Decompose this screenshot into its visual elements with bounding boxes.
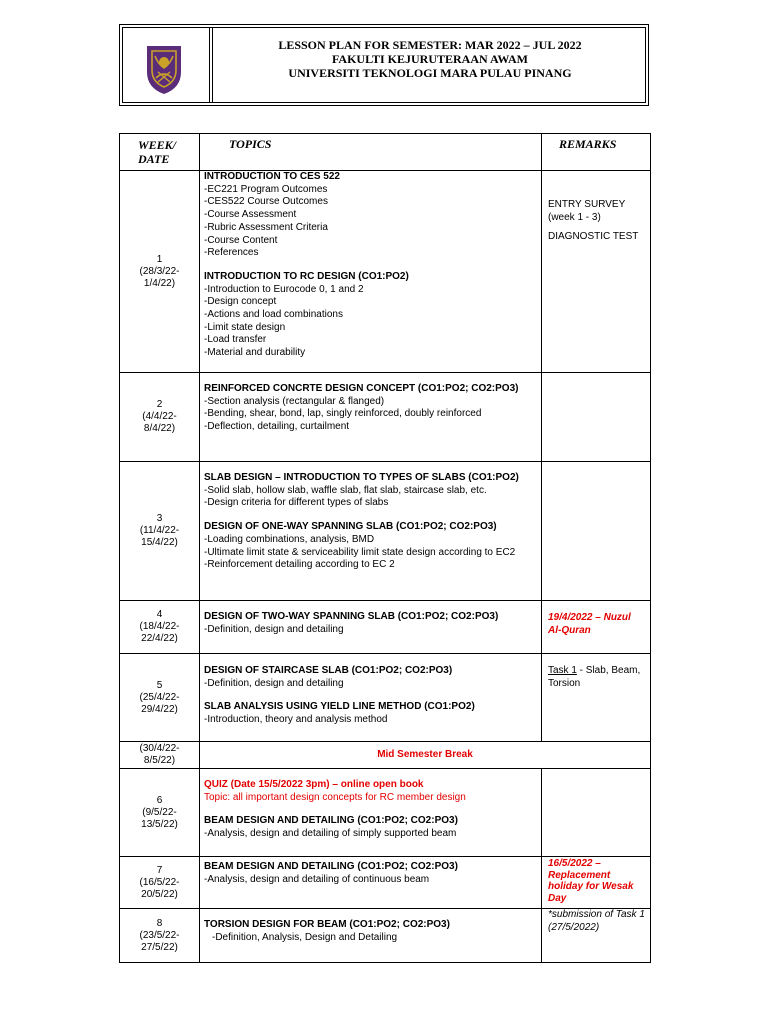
topics-cell (200, 769, 542, 857)
table-row (120, 769, 651, 857)
week-number: 8 (156, 917, 163, 929)
remark-holiday: 16/5/2022 – Replacement holiday for Wesak Day (548, 858, 634, 904)
uitm-crest-icon (144, 42, 184, 96)
header-cell-remarks (542, 134, 651, 171)
header-divider-double (212, 28, 213, 102)
week-date-end: 13/5/22) (141, 818, 178, 830)
topic-item: -Definition, Analysis, Design and Detailing (212, 931, 398, 943)
table-header-row (120, 134, 651, 171)
topic-item: -References (204, 247, 259, 259)
table-row (120, 909, 651, 963)
week-date-end: 15/4/22) (141, 537, 178, 548)
remark-holiday: 19/4/2022 – Nuzul Al-Quran (548, 612, 631, 636)
remark-task-link: Task 1 (548, 665, 577, 676)
topic-item: -Section analysis (rectangular & flanged) (204, 395, 385, 407)
week-date-end: 27/5/22) (141, 941, 178, 953)
topic-item: -EC221 Program Outcomes (204, 183, 328, 195)
table-row (120, 462, 651, 601)
topic-heading: TORSION DESIGN FOR BEAM (CO1:PO2; CO2:PO3) (204, 919, 450, 930)
topics-cell (200, 654, 542, 742)
topics-cell (200, 909, 542, 963)
week-date-start: (16/5/22- (139, 876, 180, 888)
header-box (119, 24, 649, 106)
remark-diagnostic-test: DIAGNOSTIC TEST (548, 231, 639, 243)
topic-item: -Solid slab, hollow slab, waffle slab, flat slab, staircase slab, etc. (204, 484, 487, 496)
topic-item: -Bending, shear, bond, lap, singly reinforced, doubly reinforced (204, 408, 482, 420)
topic-heading: BEAM DESIGN AND DETAILING (CO1:PO2; CO2:PO3) (204, 861, 458, 872)
week-date-end: 20/5/22) (141, 888, 178, 900)
week-date-start: (9/5/22- (142, 806, 177, 818)
mid-semester-break-cell (200, 742, 651, 769)
week-date-end: 1/4/22) (143, 277, 176, 289)
topics-cell (200, 857, 542, 909)
table-row (120, 857, 651, 909)
topic-heading: INTRODUCTION TO RC DESIGN (CO1:PO2) (204, 270, 409, 282)
week-cell (120, 462, 200, 601)
topic-item: -Loading combinations, analysis, BMD (204, 533, 375, 545)
remarks-cell (542, 769, 651, 857)
week-number: 2 (156, 399, 163, 410)
week-cell (120, 857, 200, 909)
week-date-start: (18/4/22- (139, 621, 180, 632)
week-number: 5 (156, 679, 163, 691)
header-cell-week (120, 134, 200, 171)
header-line-semester: LESSON PLAN FOR SEMESTER: MAR 2022 – JUL 2022 (278, 38, 582, 52)
topic-item: -Deflection, detailing, curtailment (204, 421, 350, 433)
week-number: 4 (156, 609, 163, 620)
header-line-university: UNIVERSITI TEKNOLOGI MARA PULAU PINANG (288, 66, 572, 80)
header-inner-frame (122, 27, 646, 103)
topic-heading: INTRODUCTION TO CES 522 (204, 171, 340, 182)
topics-cell (200, 171, 542, 373)
remarks-cell (542, 601, 651, 654)
week-date-end: 22/4/22) (141, 633, 178, 644)
quiz-heading: QUIZ (Date 15/5/2022 3pm) – online open book (204, 779, 424, 790)
week-cell (120, 909, 200, 963)
week-cell (120, 601, 200, 654)
table-row (120, 171, 651, 373)
week-number: 3 (156, 513, 163, 524)
table-row (120, 373, 651, 462)
topic-item: -Design criteria for different types of slabs (204, 497, 389, 509)
week-cell (120, 769, 200, 857)
topic-item: -Ultimate limit state & serviceability limit state design according to EC2 (204, 546, 516, 558)
lesson-plan-table (119, 133, 651, 963)
week-number: 1 (156, 253, 163, 265)
week-number: 6 (156, 794, 163, 806)
topic-item: -Reinforcement detailing according to EC 2 (204, 559, 395, 571)
remarks-cell (542, 857, 651, 909)
table-row (120, 654, 651, 742)
week-date-end: 29/4/22) (141, 703, 178, 715)
col-remarks-label: REMARKS (559, 137, 617, 151)
week-cell (120, 742, 200, 769)
remark-submission: *submission of Task 1 (27/5/2022) (548, 909, 645, 933)
remarks-cell (542, 171, 651, 373)
topic-item: -Load transfer (204, 334, 267, 346)
topics-cell (200, 462, 542, 601)
topic-item: -Limit state design (204, 321, 286, 333)
remarks-cell (542, 462, 651, 601)
topic-heading: REINFORCED CONCRTE DESIGN CONCEPT (CO1:PO2; CO2:PO3) (204, 383, 519, 394)
week-date-start: (4/4/22- (142, 411, 177, 422)
topic-heading: DESIGN OF TWO-WAY SPANNING SLAB (CO1:PO2; CO2:PO3) (204, 611, 499, 622)
topic-item: -CES522 Course Outcomes (204, 196, 328, 208)
topic-item: -Analysis, design and detailing of simply supported beam (204, 828, 457, 840)
topic-item: -Introduction, theory and analysis method (204, 714, 388, 726)
topic-item: -Course Assessment (204, 209, 297, 221)
topic-heading: SLAB DESIGN – INTRODUCTION TO TYPES OF SLABS (CO1:PO2) (204, 472, 519, 483)
header-line-faculty: FAKULTI KEJURUTERAAN AWAM (331, 52, 529, 66)
topic-heading: SLAB ANALYSIS USING YIELD LINE METHOD (CO1:PO2) (204, 701, 475, 713)
topic-item: -Material and durability (204, 347, 306, 359)
week-date-start: (11/4/22- (139, 525, 180, 536)
week-date-end: 8/4/22) (143, 423, 176, 434)
table-row (120, 601, 651, 654)
remarks-cell (542, 654, 651, 742)
topics-cell (200, 373, 542, 462)
week-date-start: (25/4/22- (139, 691, 180, 703)
remark-entry-survey: ENTRY SURVEY (week 1 - 3) (548, 199, 626, 223)
remark-task-detail: - Slab, Beam, Torsion (548, 665, 641, 689)
quiz-topic: Topic: all important design concepts for RC member design (204, 791, 466, 803)
remarks-cell (542, 373, 651, 462)
header-title-block (215, 38, 645, 80)
topic-item: -Definition, design and detailing (204, 677, 344, 689)
topic-item: -Introduction to Eurocode 0, 1 and 2 (204, 283, 364, 295)
remarks-cell (542, 909, 651, 963)
topic-heading: DESIGN OF STAIRCASE SLAB (CO1:PO2; CO2:PO3) (204, 665, 453, 676)
topic-item: -Definition, design and detailing (204, 623, 344, 635)
week-number: 7 (156, 864, 163, 876)
week-date-start: (23/5/22- (139, 929, 180, 941)
header-cell-topics (200, 134, 542, 171)
topics-cell (200, 601, 542, 654)
topic-heading: DESIGN OF ONE-WAY SPANNING SLAB (CO1:PO2; CO2:PO3) (204, 521, 497, 533)
week-cell (120, 171, 200, 373)
week-date-start: (28/3/22- (139, 265, 180, 277)
topic-heading: BEAM DESIGN AND DETAILING (CO1:PO2; CO2:PO3) (204, 815, 458, 827)
topic-item: -Rubric Assessment Criteria (204, 221, 328, 233)
topic-item: -Course Content (204, 234, 278, 246)
mid-semester-break-label: Mid Semester Break (377, 748, 473, 760)
topic-item: -Design concept (204, 296, 277, 308)
week-date-start: (30/4/22- (139, 743, 180, 754)
header-divider (209, 28, 210, 102)
topic-item: -Analysis, design and detailing of continuous beam (204, 873, 430, 885)
table-row (120, 742, 651, 769)
week-date-end: 8/5/22) (143, 755, 176, 766)
week-cell (120, 654, 200, 742)
topic-item: -Actions and load combinations (204, 309, 343, 321)
week-cell (120, 373, 200, 462)
col-topics-label: TOPICS (229, 137, 272, 151)
col-week-label: WEEK/ DATE (138, 138, 177, 166)
